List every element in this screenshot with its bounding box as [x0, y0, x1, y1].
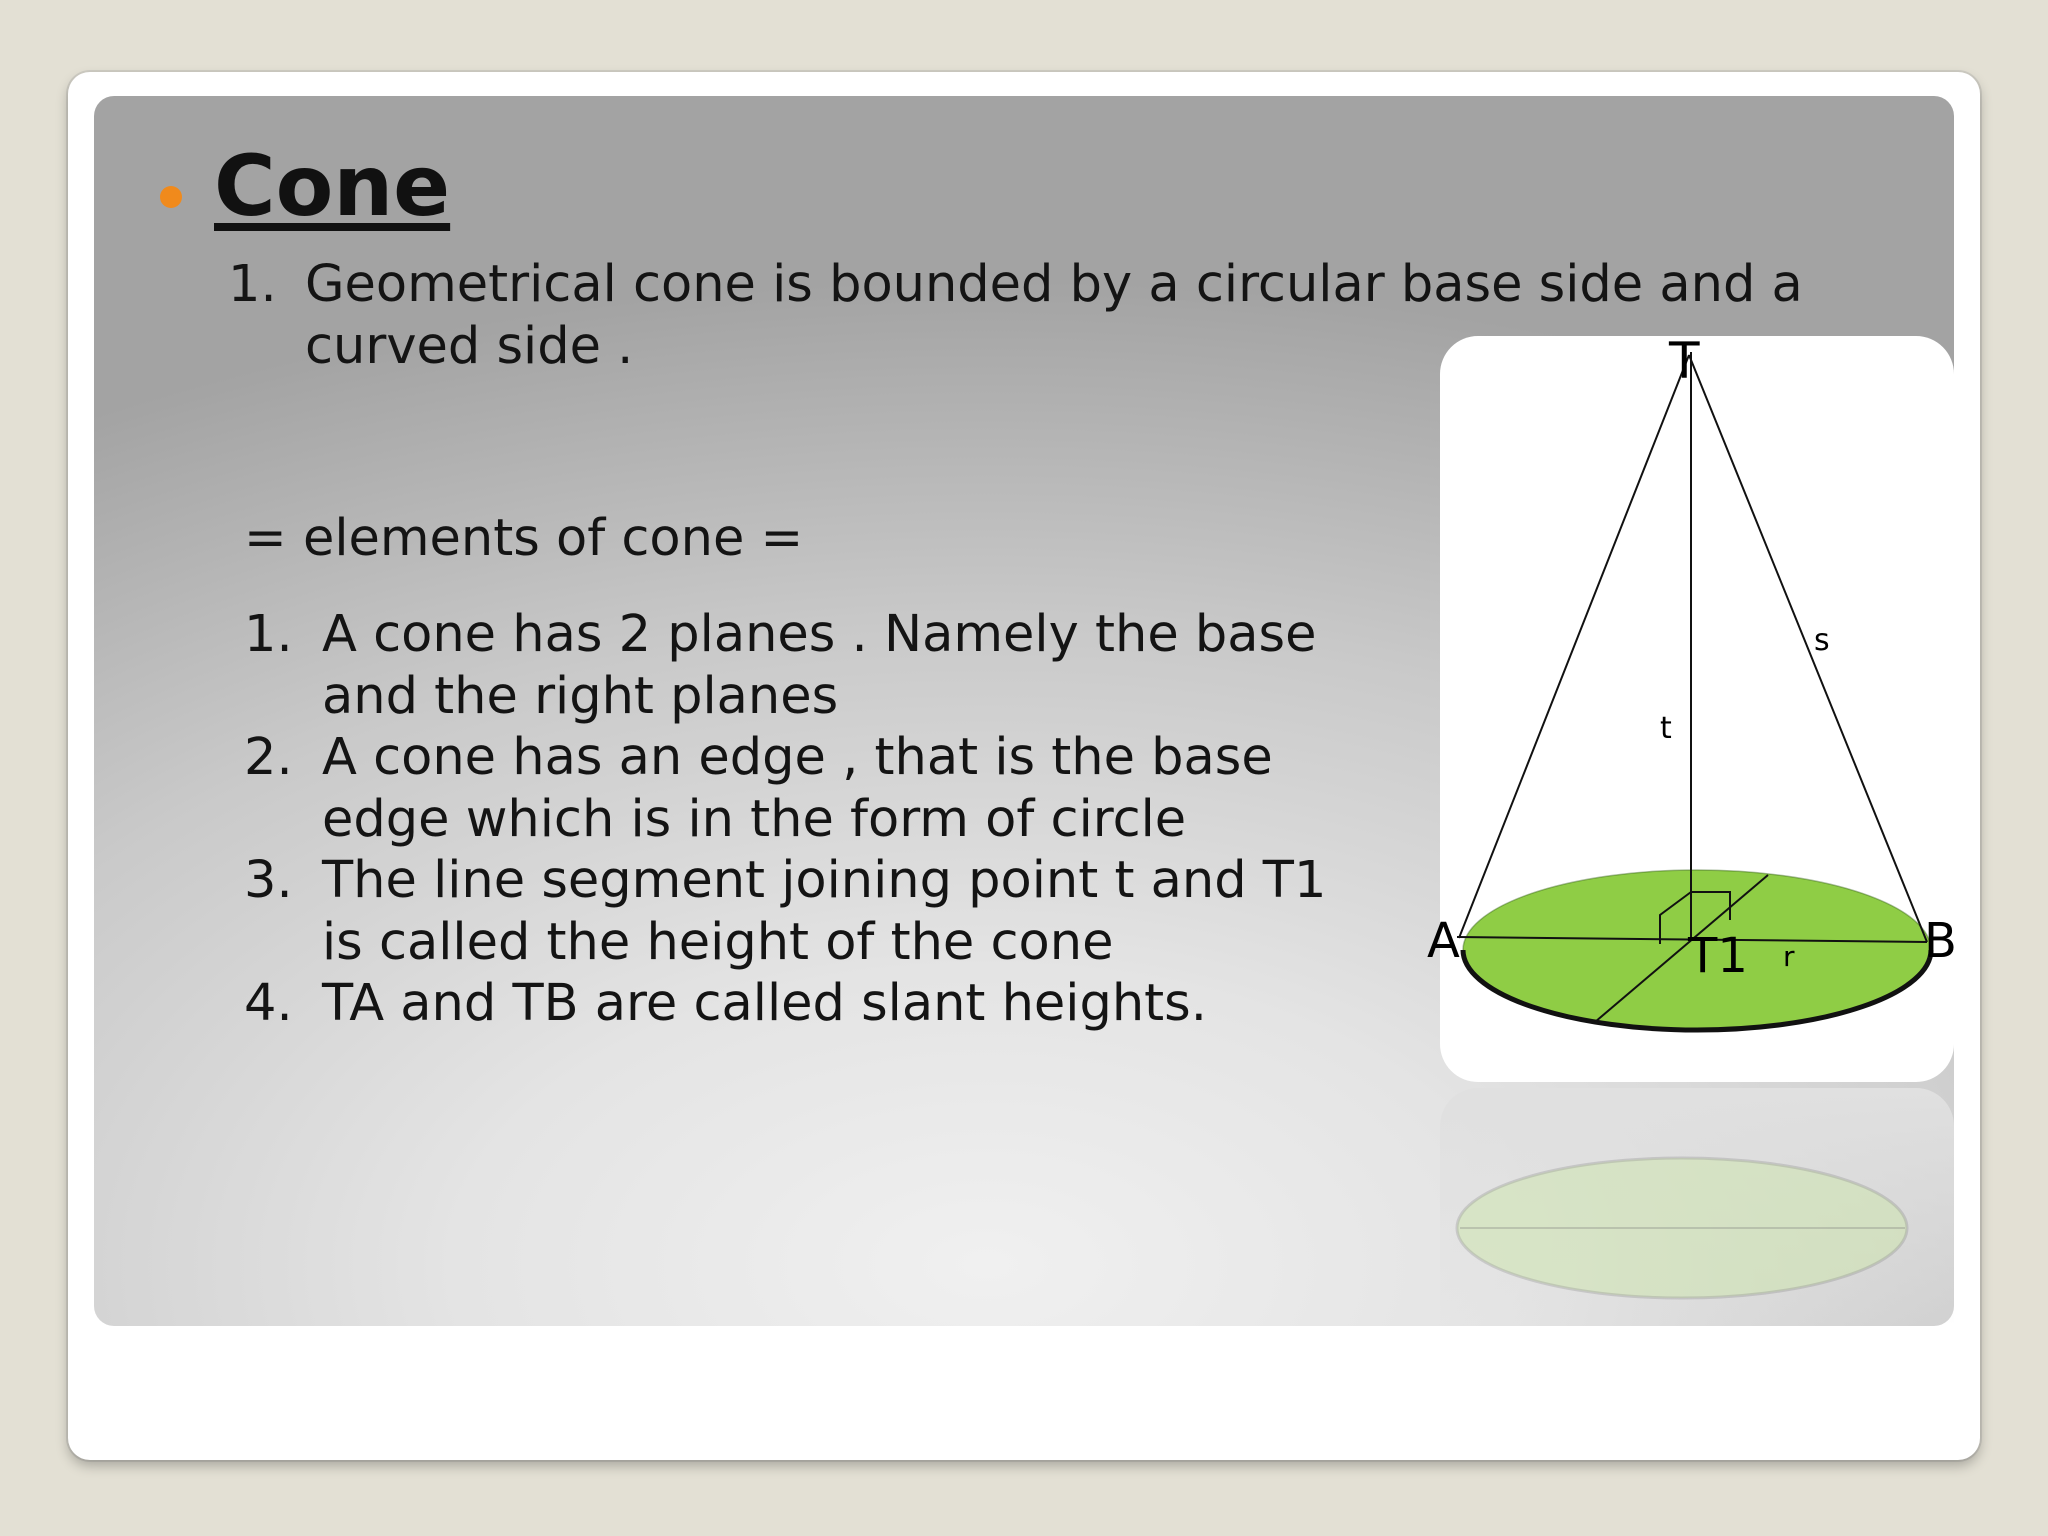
list-text: A cone has 2 planes . Namely the base and the right planes: [322, 605, 1317, 726]
list-number: 4.: [244, 974, 293, 1033]
list-number: 1.: [244, 605, 293, 664]
label-slant-s: s: [1814, 623, 1830, 658]
list-text: TA and TB are called slant heights.: [322, 974, 1207, 1033]
list-text: A cone has an edge , that is the base edge which is in the form of circle: [322, 728, 1273, 849]
slant-side-tb: [1689, 355, 1927, 942]
label-point-a: A: [1427, 913, 1460, 969]
label-point-b: B: [1924, 913, 1957, 969]
list-number: 2.: [244, 728, 293, 787]
slide-title: Cone: [214, 137, 451, 235]
label-apex-t: T: [1669, 332, 1700, 390]
list-number: 1.: [228, 255, 277, 314]
slant-side-ta: [1459, 355, 1689, 938]
list-text: Geometrical cone is bounded by a circular base side and a curved side .: [305, 255, 1803, 376]
label-radius-r: r: [1783, 940, 1795, 973]
list-text: The line segment joining point t and T1 is called the height of the cone: [322, 851, 1327, 972]
list-number: 3.: [244, 851, 293, 910]
elements-subheading: = elements of cone =: [244, 509, 804, 568]
label-center-t1: T1: [1688, 928, 1748, 984]
label-height-t: t: [1660, 711, 1672, 746]
